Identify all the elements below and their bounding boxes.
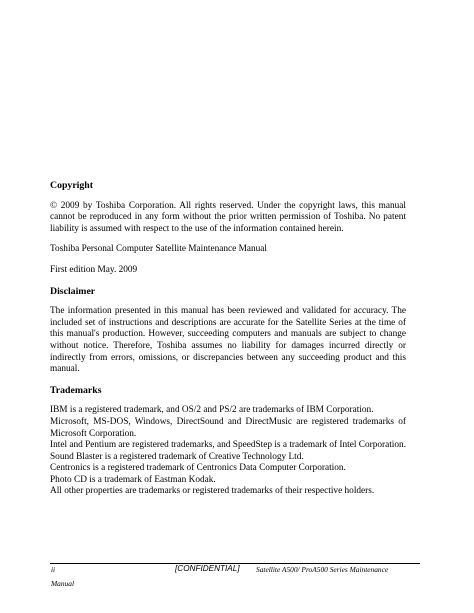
trademark-line-ibm: IBM is a registered trademark, and OS/2 and PS/2 are trademarks of IBM Corporation. [50,405,374,416]
footer-title: Satellite A500/ ProA500 Series Maintenance [256,565,389,574]
trademark-line-other: All other properties are trademarks or registered trademarks of their respective holders. [50,486,375,497]
trademark-line-intel: Intel and Pentium are registered trademarks, and SpeedStep is a trademark of Intel Corporation. [50,440,407,451]
trademarks-heading: Trademarks [50,384,102,396]
disclaimer-text: The information presented in this manual has been reviewed and validated for accuracy. The included set of instructions and descriptions are accurate for the Satellite Series at the time of this manual's production. However, succeeding computers and manuals are subject to change without notice. Therefore, Toshiba assumes no liability for damages incurred directly or indirectly from errors, omissions, or discrepancies between any succeeding product and this manual. [50,306,406,375]
copyright-notice: © 2009 by Toshiba Corporation. All rights reserved. Under the copyright laws, this manual cannot be reproduced in any form without the prior written permission of Toshiba. No patent liability is assumed with respect to the use of the information contained herein. [50,200,406,234]
trademark-line-photo-cd: Photo CD is a trademark of Eastman Kodak. [50,474,216,485]
trademark-line-sound-blaster: Sound Blaster is a registered trademark of Creative Technology Ltd. [50,451,304,462]
trademark-line-microsoft: Microsoft, MS-DOS, Windows, DirectSound and DirectMusic are registered trademarks of Microsoft Corporation. [50,416,406,439]
footer-page-number: ii [51,565,56,574]
trademark-line-centronics: Centronics is a registered trademark of Centronics Data Computer Corporation. [50,463,346,474]
page-footer [50,563,420,593]
edition-line: First edition May. 2009 [50,264,138,275]
footer-title-continued: Manual [51,579,74,588]
disclaimer-heading: Disclaimer [50,285,96,297]
page-content [50,180,406,498]
footer-confidential: [CONFIDENTIAL] [175,564,240,573]
manual-name: Toshiba Personal Computer Satellite Maintenance Manual [50,244,267,255]
copyright-heading: Copyright [50,180,94,191]
